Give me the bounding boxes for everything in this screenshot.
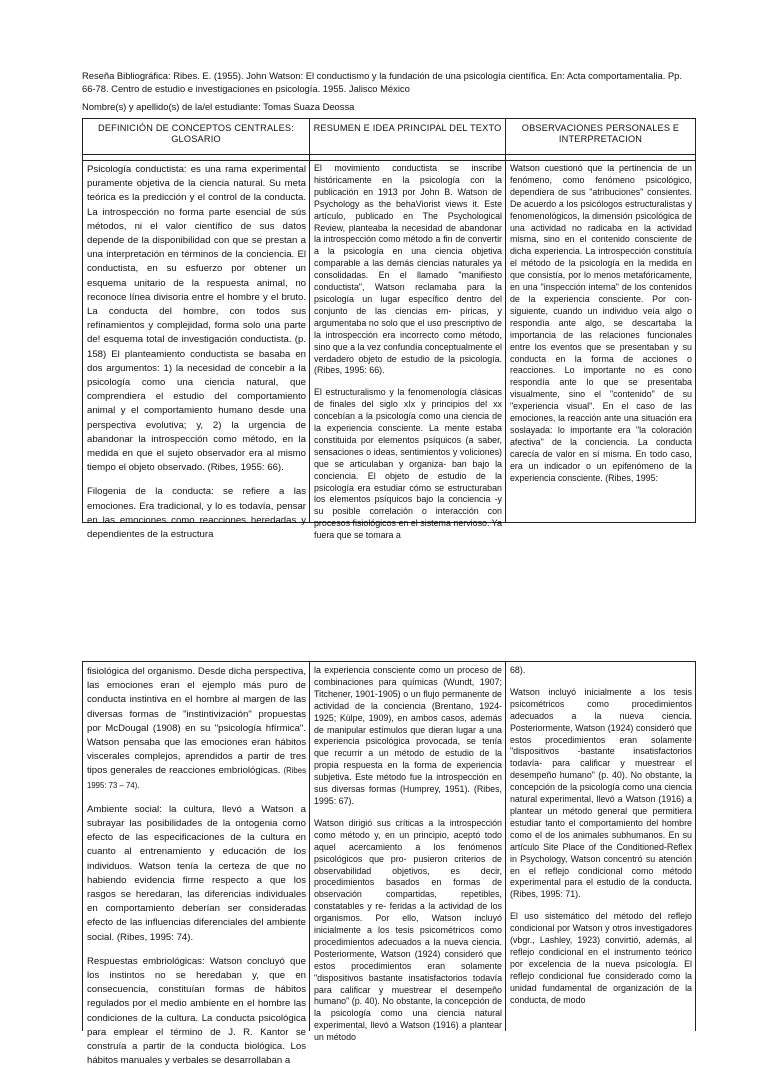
bibliographic-reference: Reseña Bibliográfica: Ribes. E. (1955). John Watson: El conductismo y la fundación de una psicología científica. En: Acta comportamentalia. Pp. 66-78. Centro de estudio e investigaciones en psicología. 1955. Jalisco México <box>82 70 682 94</box>
glossary-content <box>87 665 306 1067</box>
observations-column <box>505 662 695 1031</box>
glossary-text: fisiológica del organismo. Desde dicha perspectiva, las emociones eran el ejemplo más puro de conducta instintiva en el hombre al margen de las diversas formas de "instintivización" propuestas por McDougal (1908) en su "psicología hfírmica". Watson pensaba que las emociones eran hábitos viscerales complejos, aprendidos a partir de tres tipos generales de reacciones embriológicas. <box>87 666 306 777</box>
observation-paragraph: Watson incluyó inicialmente a los tesis psicométricos como procedimientos adecuados a la nueva ciencia. Posteriormente, Watson (1924) consideró que estos procedimientos eran solamente "dispositivos -bastante insatisfactorios todavía- para calificar y muestrear el desempeño humano" (p. 40). No obstante, la concepción de la psicología como una ciencia natural experimental, llevó a Watson (1916) a plantear un método general que permitiera estudiar tanto el comportamiento del hombre como el de los animales subhumanos. En su artículo Site Place of the Conditioned-Reflex in Psychology, Watson concentró su atención en el reflejo condicional como método experimental para el estudio de la conducta. (Ribes, 1995: 71). <box>510 686 692 900</box>
glossary-entry: Psicología conductista: es una rama experimental puramente objetiva de la ciencia natural. Su meta teórica es la predicción y el control de la conducta. La introspección no forma parte esencial de sús métodos, ni el valor científico de sus datos depende de la disponibilidad con que se prestan a una interpretación en términos de la conciencia. El conductista, en su esfuerzo por obtener un esquema unitario de la respuesta animal, no reconoce línea divisoria entre el hombre y el bruto. La conducta del hombre, con todos sus refinamientos y complejidad, forma solo una parte de! esquema total de investigación conductista. (p. 158) El planteamiento conductista se basaba en dos argumentos: 1) la necesidad de concebir a la psicología como una ciencia natural, que comprendiera el estudio del comportamiento animal y el comportamiento humano desde una perspectiva evolutiva; y, 2) la urgencia de abandonar la introspección como método, en la medida en que el sujeto observador era al mismo tiempo el objeto observado. (Ribes, 1955: 66). <box>87 164 306 474</box>
header-spacer <box>506 155 695 161</box>
summary-content <box>314 163 502 541</box>
review-table-page2 <box>82 661 696 1067</box>
summary-paragraph: la experiencia consciente como un proceso de combinaciones para químicas (Wundt, 1907; Titchener, 1901-1905) o un flujo permanente de actividad de la conciencia (Brentano, 1924-1925; Külpe, 1909), en ambos casos, además de manipular estímulos que dieran lugar a una experiencia psicológica provocada, se tenía que recurrir a un método de estudio de la propia respuesta en la forma de experiencia subjetiva. Este método fue la introspección en sus diversas formas (Humprey, 1951). (Ribes, 1995: 67). <box>314 665 502 806</box>
observations-content <box>510 163 692 522</box>
glossary-column <box>83 662 309 1067</box>
summary-paragraph: El movimiento conductista se inscribe históricamente en la psicología con la publicación en 1913 por John B. Watson de Psychology as the behaViorist views it. Este artículo, publicado en The Psychological Review, planteaba la necesidad de abandonar la introspección como método a fin de convertir a la psicología en una ciencia objetiva comparable a las demás ciencias naturales ya consolidadas. En el llamado "manifiesto conductista", Watson reclamaba para la psicología un lugar específico dentro del conjunto de las ciencias em- píricas, y argumentaba no solo que el uso prescriptivo de la introspección era incorrecto como método, sino que a la vez confundía conceptualmente el verdadero objeto de estudio de la psicología. (Ribes, 1995: 66). <box>314 163 502 376</box>
glossary-entry: Respuestas embriológicas: Watson concluyó que los instintos no se heredaban y, que en consecuencia, constituían formas de hábitos regulados por el medio ambiente en el hombre las condiciones de la cultura. La conducta psicológica para emplear el término de J. R. Kantor se construía a partir de la conducta biológica. Los hábitos manuales y verbales se desarrollaban a <box>87 955 306 1067</box>
header-spacer <box>83 155 309 161</box>
citation: (Ribes 1995: 73 – 74). <box>87 766 306 790</box>
glossary-header: DEFINICIÓN DE CONCEPTOS CENTRALES: GLOSARIO <box>83 119 309 155</box>
review-table-page1 <box>82 118 696 541</box>
glossary-content <box>87 163 306 541</box>
glossary-entry <box>87 665 306 793</box>
summary-column <box>309 662 505 1043</box>
observations-column <box>505 119 695 522</box>
summary-content <box>314 665 502 1043</box>
glossary-entry: Ambiente social: la cultura, llevó a Watson a subrayar las posibilidades de la ontogenia como efecto de las especificaciones de la cultura en cuanto al entrenamiento y educación de los individuos. Watson tenía la certeza de que no habiendo evidencia firme respecto a que los rasgos se heredaran, las diferencias individuales en comportamiento deberían ser consideradas efecto de las influencias diferenciales del ambiente social. (Ribes, 1995: 74). <box>87 803 306 943</box>
observations-header: OBSERVACIONES PERSONALES E INTERPRETACION <box>506 119 695 155</box>
observation-paragraph: El uso sistemático del método del reflejo condicional por Watson y otros investigadores (vbgr., Lashley, 1923) convirtió, además, al reflejo condicional en el instrumento teórico por excelencia de la nueva psicología. El reflejo condicional fue considerado como la unidad fundamental de organización de la conducta, de modo <box>510 911 692 1005</box>
summary-paragraph: Watson dirigió sus críticas a la introspección como método y, en un principio, aceptó todo aquel acercamiento a los fenómenos psicológicos que pro- pusieron criterios de observabilidad objetivos, es decir, procedimientos basados en formas de observación compartidas, repetibles, constatables y re- feridas a la actividad de los organismos. Por ello, Watson incluyó inicialmente a los tesis psicométricos como procedimientos adecuados a la nueva ciencia. Posteriormente, Watson (1924) consideró que estos procedimientos eran solamente "dispositivos bastante insatisfactorios todavía para calificar y muestrear el desempeño humano" (p. 40). No obstante, la concepción de la psicología como una ciencia natural experimental, llevó a Watson (1916) a plantear un método <box>314 817 502 1043</box>
header-spacer <box>310 155 505 161</box>
summary-paragraph: El estructuralismo y la fenomenología clásicas de finales del siglo xIx y principios del xx concebían a la psicología como una ciencia de la experiencia consciente. La mente estaba constituida por elementos psíquicos (a saber, sensaciones o ideas, sentimientos y voliciones) que se articulaban y organiza- ban bajo la conciencia. El objeto de estudio de la psicología era estudiar cómo se estructuraban los elementos psíquicos bajo la conciencia -y su posible correlación o interacción con procesos fisiológicos en el sistema nervioso. Ya fuera que se tomara a <box>314 387 502 541</box>
summary-column <box>309 119 505 541</box>
observation-paragraph: 68). <box>510 665 526 675</box>
glossary-entry: Filogenia de la conducta: se refiere a las emociones. Era tradicional, y lo es todavía, pensar en las emociones como reacciones heredadas y dependientes de la estructura <box>87 486 306 541</box>
summary-header: RESUMEN E IDEA PRINCIPAL DEL TEXTO <box>310 119 505 155</box>
observation-paragraph: Watson cuestionó que la pertinencia de un fenómeno, como fenómeno psicológico, dependiera de sus "atribuciones" consientes. De acuerdo a los psicólogos estructuralistas y fenomenológicos, la dimensión psicológica de una actividad no radicaba en la actividad misma, sino en el contenido consciente de dicha experiencia. La introspección constituía el método de la psicología en la medida en que consistía, por lo menos metafóricamente, en una "inspección interna" de los contenidos de la experiencia consciente. Por con- siguiente, cuando un individuo veía algo o respondía ante algo, se descartaba la importancia de las relaciones funcionales entre los eventos que se presentaban y su conducta en la forma de acciones o reacciones. Lo importante no es cono respondía ante lo que se presentaba visualmente, sino el "contenido" de su "experiencia visual". En el caso de las emociones, la reacción ante una situación era soslayada: lo importante era "la coloración afectiva" de la conciencia. La conducta carecía de valor en sí misma. En todo caso, era un indicador o un epifenómeno de la experiencia consciente. (Ribes, 1995: <box>510 163 692 483</box>
glossary-column <box>83 119 309 541</box>
observations-content <box>510 665 692 1031</box>
student-name: Nombre(s) y apellido(s) de la/el estudiante: Tomas Suaza Deossa <box>82 101 355 112</box>
